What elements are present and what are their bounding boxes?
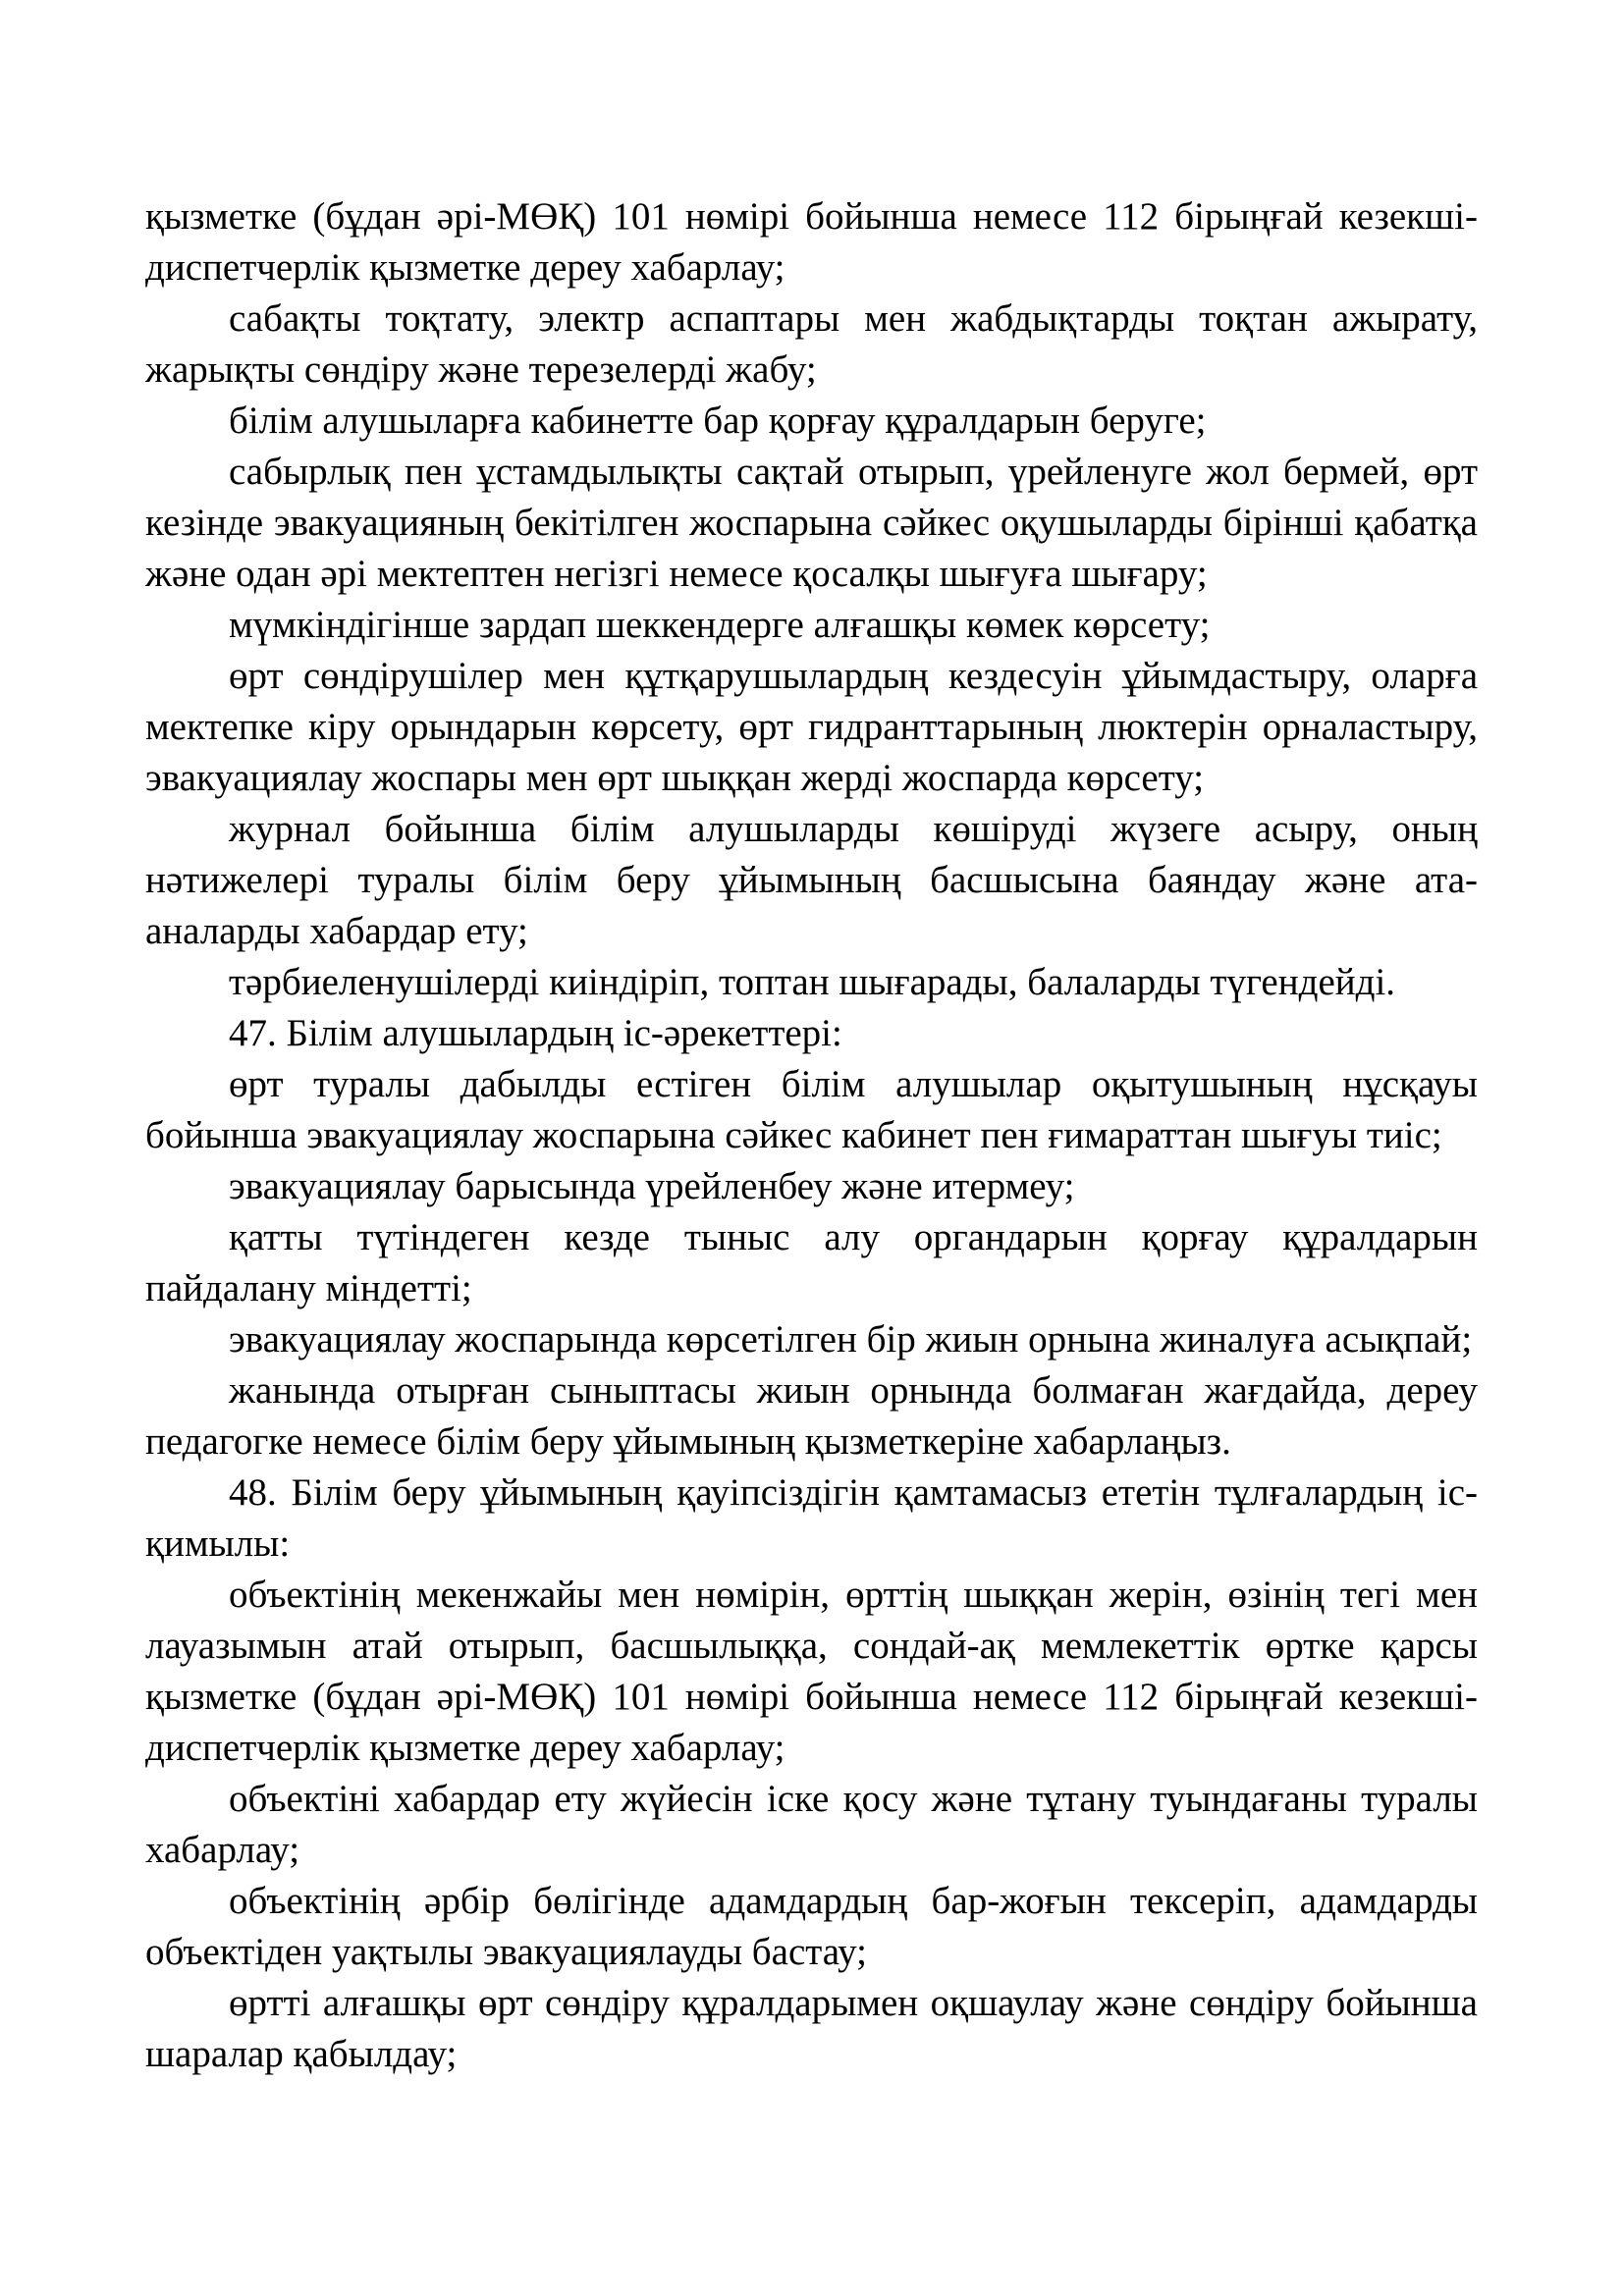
paragraph: 47. Білім алушылардың іс-әрекеттері: [229,1012,842,1054]
paragraph: қызметке (бұдан әрі-МӨҚ) 101 нөмірі бойынша немесе 112 бірыңғай кезекші-диспетчерлік қызметке дереу хабарлау; [145,195,1478,289]
paragraph: тәрбиеленушілерді киіндіріп, топтан шығарады, балаларды түгендейді. [229,961,1396,1003]
paragraph: сабырлық пен ұстамдылықты сақтай отырып, үрейленуге жол бермей, өрт кезінде эвакуацияның бекітілген жоспарына сәйкес оқушыларды бірінші қабатқа және одан әрі мектептен негізгі немесе қосалқы шығуға шығару; [145,451,1478,595]
document-text [145,191,1478,2080]
paragraph: объектінің әрбір бөлігінде адамдардың бар-жоғын тексеріп, адамдарды объектіден уақтылы эвакуациялауды бастау; [145,1880,1478,1973]
paragraph: өрт сөндірушілер мен құтқарушылардың кездесуін ұйымдастыру, оларға мектепке кіру орындарын көрсету, өрт гидранттарының люктерін орналастыру, эвакуациялау жоспары мен өрт шыққан жерді жоспарда көрсету; [145,655,1478,799]
paragraph: жанында отырған сыныптасы жиын орнында болмаған жағдайда, дереу педагогке немесе білім беру ұйымының қызметкеріне хабарлаңыз. [145,1369,1478,1463]
paragraph: білім алушыларға кабинетте бар қорғау құралдарын беруге; [229,400,1207,442]
paragraph: қатты түтіндеген кезде тыныс алу органдарын қорғау құралдарын пайдалану міндетті; [145,1216,1478,1309]
paragraph: сабақты тоқтату, электр аспаптары мен жабдықтарды тоқтан ажырату, жарықты сөндіру және терезелерді жабу; [145,297,1478,391]
paragraph: өрт туралы дабылды естіген білім алушылар оқытушының нұсқауы бойынша эвакуациялау жоспарына сәйкес кабинет пен ғимараттан шығуы тиіс; [145,1063,1478,1156]
paragraph: объектінің мекенжайы мен нөмірін, өрттің шыққан жерін, өзінің тегі мен лауазымын атай отырып, басшылыққа, сондай-ақ мемлекеттік өртке қарсы қызметке (бұдан әрі-МӨҚ) 101 нөмірі бойынша немесе 112 бірыңғай кезекші-диспетчерлік қызметке дереу хабарлау; [145,1574,1478,1769]
paragraph: 48. Білім беру ұйымының қауіпсіздігін қамтамасыз ететін тұлғалардың іс-қимылы: [145,1471,1478,1565]
paragraph: эвакуациялау жоспарында көрсетілген бір жиын орнына жиналуға асықпай; [229,1318,1473,1361]
paragraph: объектіні хабардар ету жүйесін іске қосу және тұтану туындағаны туралы хабарлау; [145,1778,1478,1871]
paragraph: эвакуациялау барысында үрейленбеу және итермеу; [229,1165,1075,1207]
paragraph: журнал бойынша білім алушыларды көшіруді жүзеге асыру, оның нәтижелері туралы білім беру ұйымының басшысына баяндау және ата-аналарды хабардар ету; [145,808,1478,952]
paragraph: мүмкіндігінше зардап шеккендерге алғашқы көмек көрсету; [229,604,1211,646]
paragraph: өртті алғашқы өрт сөндіру құралдарымен оқшаулау және сөндіру бойынша шаралар қабылдау; [145,1982,1478,2075]
